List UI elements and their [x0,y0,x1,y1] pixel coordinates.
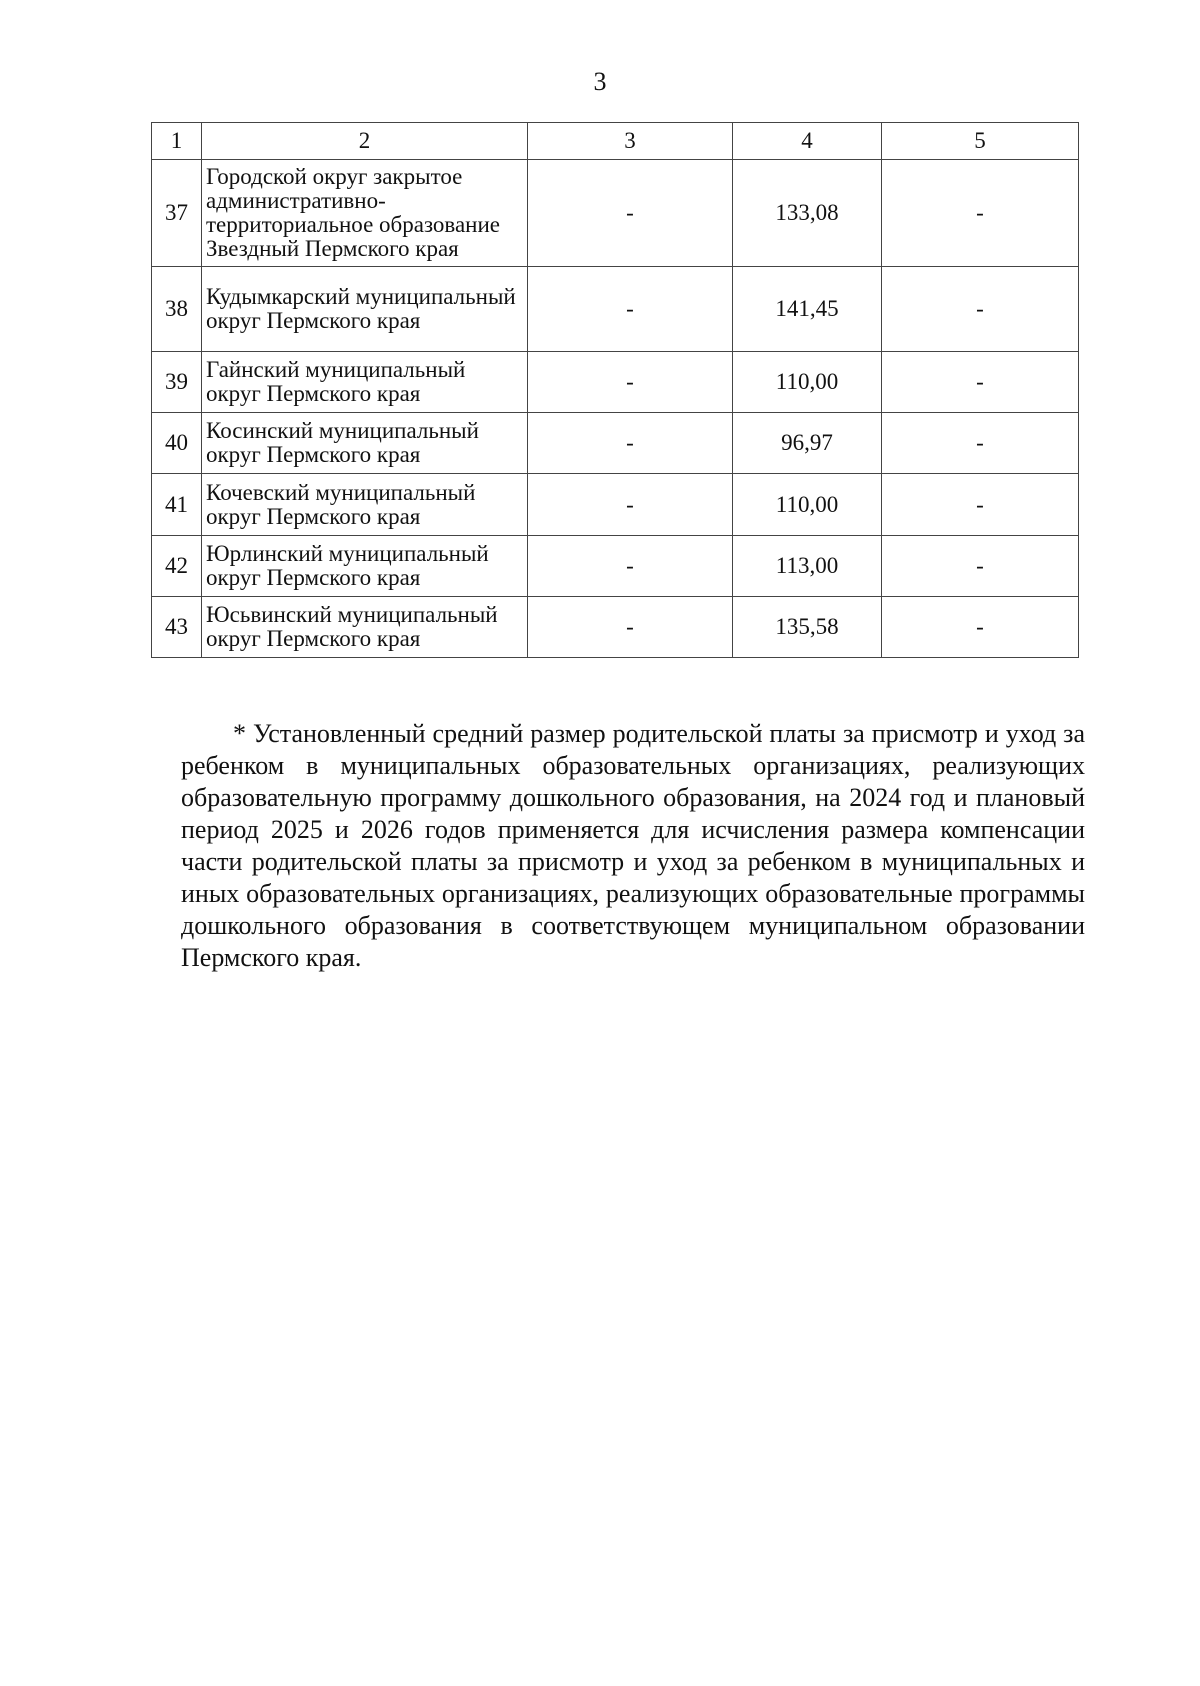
municipality-name: Кудымкарский муниципальный округ Пермского края [202,267,528,352]
column-5-value: - [882,160,1079,267]
municipality-name: Городской округ закрытое административно-территориальное образование Звездный Пермского края [202,160,528,267]
municipality-name: Юрлинский муниципальный округ Пермского края [202,536,528,597]
table-row [152,536,1079,597]
column-header-5: 5 [882,123,1079,160]
row-number: 42 [152,536,202,597]
column-5-value: - [882,267,1079,352]
table-row [152,267,1079,352]
column-header-3: 3 [528,123,733,160]
column-5-value: - [882,597,1079,658]
row-number: 39 [152,352,202,413]
table-row [152,160,1079,267]
column-4-value: 110,00 [733,352,882,413]
column-5-value: - [882,413,1079,474]
column-4-value: 141,45 [733,267,882,352]
municipality-name: Юсьвинский муниципальный округ Пермского края [202,597,528,658]
column-header-1: 1 [152,123,202,160]
column-4-value: 133,08 [733,160,882,267]
column-3-value: - [528,160,733,267]
data-table [151,122,1079,658]
column-3-value: - [528,267,733,352]
page-number: 3 [593,67,607,96]
table-row [152,474,1079,536]
footnote-text: * Установленный средний размер родительской платы за присмотр и уход за ребенком в муниципальных образовательных организациях, реализующих образовательную программу дошкольного образования, на 2024 год и плановый период 2025 и 2026 годов применяется для исчисления размера компенсации части родительской платы за присмотр и уход за ребенком в муниципальных и иных образовательных организациях, реализующих образовательные программы дошкольного образования в соответствующем муниципальном образовании Пермского края. [181,719,1085,972]
table-header-row [152,123,1079,160]
column-5-value: - [882,352,1079,413]
column-3-value: - [528,536,733,597]
column-4-value: 135,58 [733,597,882,658]
municipality-name: Косинский муниципальный округ Пермского края [202,413,528,474]
column-4-value: 110,00 [733,474,882,536]
row-number: 40 [152,413,202,474]
column-3-value: - [528,474,733,536]
column-header-2: 2 [202,123,528,160]
table-row [152,413,1079,474]
column-3-value: - [528,597,733,658]
municipality-name: Гайнский муниципальный округ Пермского края [202,352,528,413]
row-number: 43 [152,597,202,658]
table-row [152,352,1079,413]
row-number: 38 [152,267,202,352]
column-header-4: 4 [733,123,882,160]
column-4-value: 113,00 [733,536,882,597]
municipality-name: Кочевский муниципальный округ Пермского края [202,474,528,536]
row-number: 37 [152,160,202,267]
column-3-value: - [528,413,733,474]
table-row [152,597,1079,658]
column-5-value: - [882,536,1079,597]
column-3-value: - [528,352,733,413]
column-4-value: 96,97 [733,413,882,474]
row-number: 41 [152,474,202,536]
column-5-value: - [882,474,1079,536]
